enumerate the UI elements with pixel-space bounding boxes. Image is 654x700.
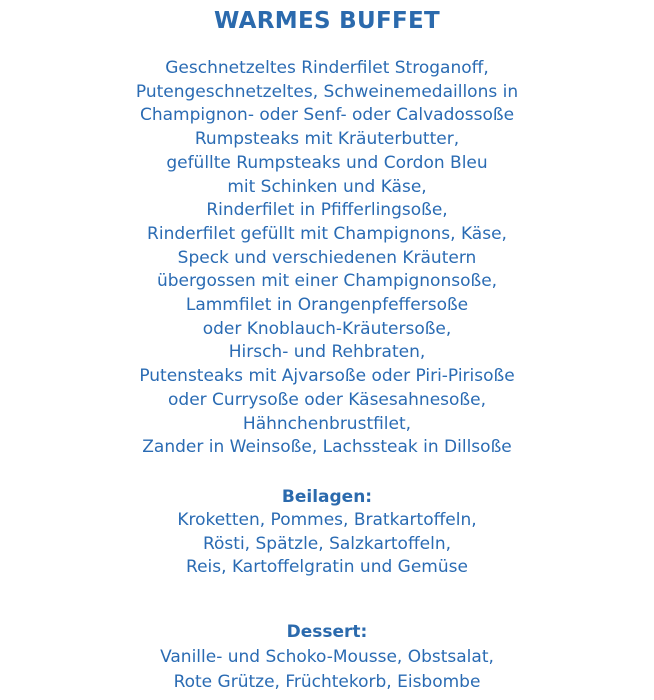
dish-line: Rumpsteaks mit Kräuterbutter, (194, 129, 460, 150)
dish-line: Putengeschnetzeltes, Schweinemedaillons in (135, 81, 519, 102)
dish-line: Rinderfilet in Pfifferlingsoße, (206, 200, 448, 221)
dish-line: oder Knoblauch-Kräutersoße, (202, 318, 452, 339)
dish-line: Speck und verschiedenen Kräutern (177, 247, 477, 268)
side-line: Rösti, Spätzle, Salzkartoffeln, (202, 533, 452, 554)
side-line: Reis, Kartoffelgratin und Gemüse (186, 557, 468, 577)
dish-line: Champignon- oder Senf- oder Calvadossoße (139, 105, 515, 126)
page-title: WARMES BUFFET (214, 8, 440, 34)
dessert-list (0, 645, 654, 695)
side-line: Kroketten, Pommes, Bratkartoffeln, (177, 510, 477, 530)
dish-line: Putensteaks mit Ajvarsoße oder Piri-Pirisoße (139, 366, 515, 387)
dessert-line: Rote Grütze, Früchtekorb, Eisbombe (173, 672, 481, 692)
dish-line: oder Currysoße oder Käsesahnesoße, (168, 389, 486, 410)
dish-line: Rinderfilet gefüllt mit Champignons, Käse, (147, 223, 507, 244)
sides-list (0, 509, 654, 580)
dish-line: Hirsch- und Rehbraten, (228, 342, 426, 363)
dish-line: Zander in Weinsoße, Lachssteak in Dillsoße (142, 437, 512, 458)
dish-line: gefüllte Rumpsteaks und Cordon Bleu (166, 152, 488, 173)
dessert-line: Vanille- und Schoko-Mousse, Obstsalat, (160, 647, 494, 667)
dessert-heading: Dessert: (286, 622, 368, 642)
sides-heading: Beilagen: (281, 487, 373, 507)
dish-line: Geschnetzeltes Rinderfilet Stroganoff, (165, 58, 489, 78)
dish-line: Lammfilet in Orangenpfeffersoße (185, 295, 469, 316)
dish-line: mit Schinken und Käse, (227, 176, 427, 197)
dish-line: übergossen mit einer Champignonsoße, (156, 271, 498, 292)
main-dishes-list (0, 57, 654, 460)
dish-line: Hähnchenbrustfilet, (242, 413, 412, 434)
